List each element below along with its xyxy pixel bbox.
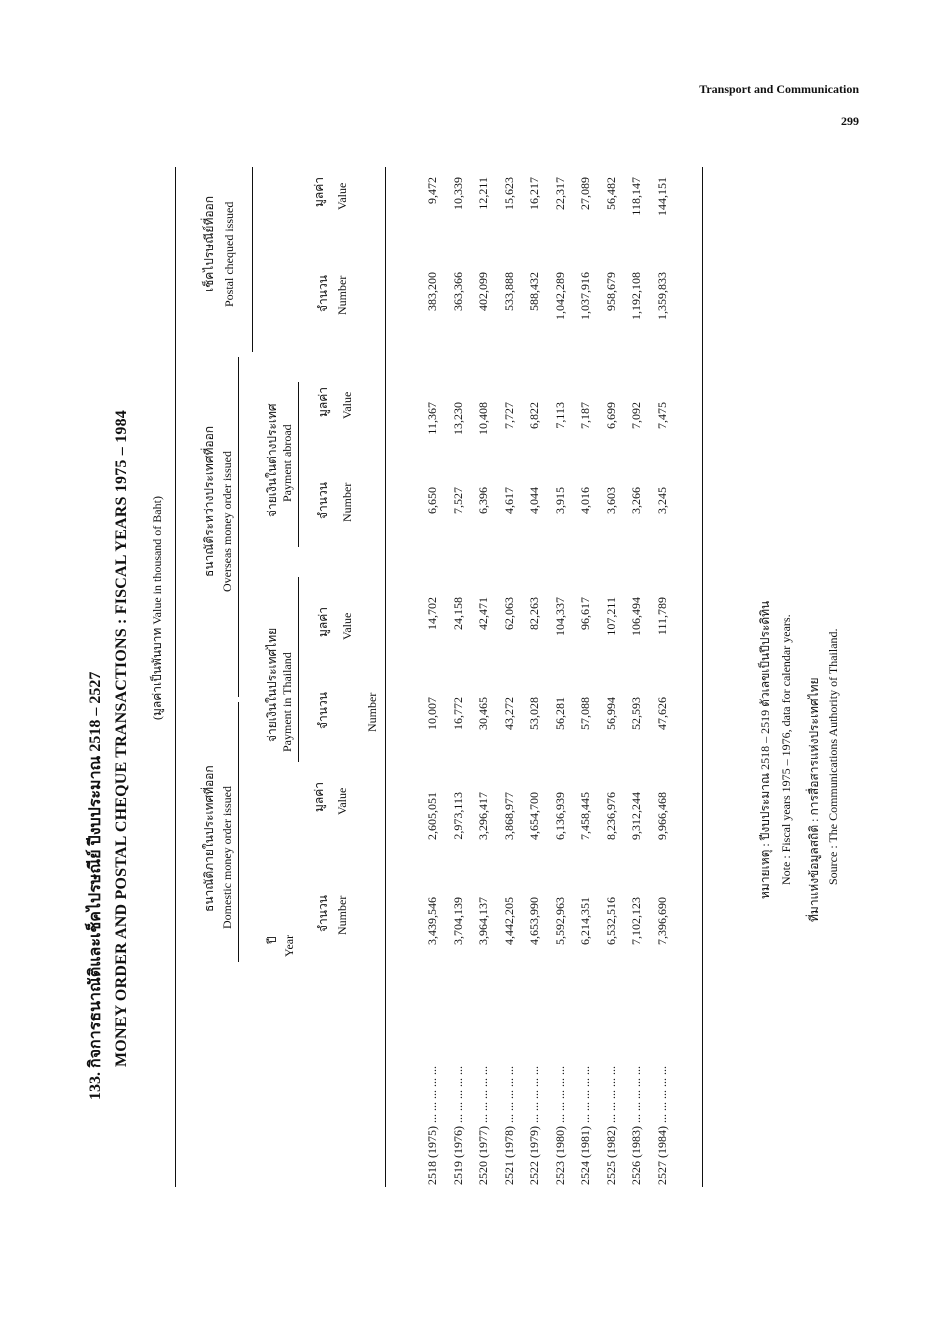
row-year: 2524 (1981) ... ... ... ... ...	[578, 1066, 592, 1185]
cell-d-num: 7,396,690	[654, 897, 669, 945]
cell-t-num: 56,281	[552, 697, 567, 730]
cell-a-num: 6,650	[425, 487, 439, 514]
cell-p-num: 363,366	[450, 272, 465, 311]
t-num-en: Number	[365, 692, 379, 732]
cell-d-val: 9,966,468	[654, 792, 669, 840]
cell-d-val: 3,296,417	[476, 792, 490, 840]
note-th: หมายเหตุ : ปีงบประมาณ 2518 – 2519 ตัวเลขเป็นปีประดิทิน	[758, 600, 772, 899]
cell-d-num: 6,214,351	[578, 897, 592, 945]
cell-p-num: 1,192,108	[629, 272, 643, 320]
cell-p-val: 56,482	[603, 177, 618, 210]
table-title-th	[83, 672, 108, 1100]
cell-t-val: 111,789	[654, 597, 669, 636]
d-val-th: มูลค่า	[312, 781, 326, 812]
cell-p-val: 16,217	[527, 177, 541, 210]
note-en: Note : Fiscal years 1975 – 1976, data for calendar years.	[779, 614, 793, 885]
cell-d-num: 7,102,123	[629, 897, 643, 945]
cell-a-num: 4,016	[578, 487, 592, 514]
section-header: Transport and Communication	[699, 82, 859, 96]
pay-thai-rule	[298, 577, 299, 762]
cell-p-val: 27,089	[578, 177, 592, 210]
cell-t-num: 47,626	[654, 697, 669, 730]
cell-p-val: 10,339	[450, 177, 465, 210]
p-num-en: Number	[335, 275, 349, 315]
cell-d-val: 3,868,977	[501, 792, 516, 840]
source-th: ที่มาแห่งข้อมูลสถิติ : การสื่อสารแห่งประเทศไทย	[807, 677, 821, 922]
cell-t-num: 56,994	[603, 697, 618, 730]
cell-a-val: 7,092	[629, 402, 643, 429]
t-val-en: Value	[340, 612, 354, 640]
a-val-en: Value	[340, 391, 354, 419]
pay-thai-header-en: Payment in Thailand	[280, 652, 294, 752]
cell-a-val: 6,822	[527, 402, 541, 429]
domestic-rule	[238, 702, 239, 962]
cell-p-val: 15,623	[501, 177, 516, 210]
t-val-th: มูลค่า	[316, 606, 330, 637]
cell-d-num: 3,964,137	[476, 897, 490, 945]
cell-a-num: 7,527	[450, 487, 465, 514]
cell-p-num: 1,359,833	[654, 272, 669, 320]
pay-abroad-rule	[298, 382, 299, 547]
cell-p-val: 144,151	[654, 177, 669, 216]
cell-d-val: 2,605,051	[425, 792, 439, 840]
cell-p-num: 402,099	[476, 272, 490, 311]
cell-p-val: 22,317	[552, 177, 567, 210]
cell-a-val: 7,475	[654, 402, 669, 429]
t-num-th: จำนวน	[316, 692, 330, 729]
a-num-en: Number	[340, 482, 354, 522]
a-val-th: มูลค่า	[316, 386, 330, 417]
d-num-th: จำนวน	[316, 895, 330, 932]
p-val-th: มูลค่า	[312, 176, 326, 207]
cell-t-num: 57,088	[578, 697, 592, 730]
pay-thai-header-th: จ่ายเงินในประเทศไทย	[265, 627, 279, 742]
cell-a-num: 4,617	[501, 487, 516, 514]
page-number: 299	[841, 114, 859, 128]
cell-t-val: 82,263	[527, 597, 541, 630]
cell-t-val: 14,702	[425, 597, 439, 630]
cell-t-val: 62,063	[501, 597, 516, 630]
cell-a-val: 11,367	[425, 402, 439, 435]
cell-p-val: 9,472	[425, 177, 439, 204]
table-title-th-text: กิจการธนาณัติและเช็คไปรษณีย์ ปีงบประมาณ 2518 – 2527	[87, 671, 104, 1068]
cell-t-num: 10,007	[425, 697, 439, 730]
cell-p-num: 588,432	[527, 272, 541, 311]
overseas-header-th: ธนาณัติระหว่างประเทศที่ออก	[202, 425, 216, 577]
cell-p-val: 118,147	[629, 177, 643, 216]
table-bottom-rule	[702, 167, 703, 1187]
cell-p-num: 533,888	[501, 272, 516, 311]
cell-t-val: 96,617	[578, 597, 592, 630]
a-num-th: จำนวน	[316, 482, 330, 519]
d-num-en: Number	[335, 895, 349, 935]
row-year: 2521 (1978) ... ... ... ... ...	[501, 1066, 516, 1185]
cell-d-val: 8,236,976	[603, 792, 618, 840]
cell-d-num: 5,592,963	[552, 897, 567, 945]
pay-abroad-header-en: Payment abroad	[280, 424, 294, 502]
table-number: 133.	[87, 1072, 104, 1100]
cell-d-num: 4,653,990	[527, 897, 541, 945]
cell-a-val: 7,187	[578, 402, 592, 429]
cell-d-num: 3,704,139	[450, 897, 465, 945]
cell-t-num: 43,272	[501, 697, 516, 730]
overseas-header-en: Overseas money order issued	[220, 451, 234, 592]
p-num-th: จำนวน	[316, 275, 330, 312]
cell-a-num: 3,245	[654, 487, 669, 514]
cell-d-num: 4,442,205	[501, 897, 516, 945]
year-header-en: Year	[282, 934, 296, 957]
cell-p-num: 383,200	[425, 272, 439, 311]
domestic-header-th: ธนาณัติภายในประเทศที่ออก	[202, 765, 216, 912]
cell-t-val: 42,471	[476, 597, 490, 630]
row-year: 2523 (1980) ... ... ... ... ...	[552, 1066, 567, 1185]
cell-p-num: 1,042,289	[552, 272, 567, 320]
cell-a-num: 6,396	[476, 487, 490, 514]
cell-d-val: 6,136,939	[552, 792, 567, 840]
overseas-rule	[238, 357, 239, 697]
cell-a-num: 3,266	[629, 487, 643, 514]
cell-t-val: 107,211	[603, 597, 618, 636]
cell-d-val: 4,654,700	[527, 792, 541, 840]
row-year: 2526 (1983) ... ... ... ... ...	[629, 1066, 643, 1185]
cell-d-num: 6,532,516	[603, 897, 618, 945]
year-header-th: ปี	[265, 936, 279, 944]
cell-d-val: 9,312,244	[629, 792, 643, 840]
table-title-en: MONEY ORDER AND POSTAL CHEQUE TRANSACTIONS : FISCAL YEARS 1975 – 1984	[113, 409, 130, 1067]
pay-abroad-header-th: จ่ายเงินในต่างประเทศ	[265, 403, 279, 517]
row-year: 2518 (1975) ... ... ... ... ...	[425, 1066, 439, 1185]
postal-header-th: เช็คไปรษณีย์ที่ออก	[202, 195, 216, 292]
cell-a-val: 13,230	[450, 402, 465, 435]
row-year: 2519 (1976) ... ... ... ... ...	[450, 1066, 465, 1185]
postal-header-en: Postal chequed issued	[222, 201, 236, 307]
p-val-en: Value	[335, 182, 349, 210]
cell-a-val: 7,727	[501, 402, 516, 429]
header-bottom-rule	[385, 167, 386, 1187]
cell-d-val: 2,973,113	[450, 792, 465, 840]
row-year: 2525 (1982) ... ... ... ... ...	[603, 1066, 618, 1185]
domestic-header-en: Domestic money order issued	[220, 786, 234, 929]
cell-t-val: 104,337	[552, 597, 567, 636]
row-year: 2527 (1984) ... ... ... ... ...	[654, 1066, 669, 1185]
postal-rule	[252, 167, 253, 352]
cell-d-val: 7,458,445	[578, 792, 592, 840]
table-unit: (มูลค่าเป็นพันบาท Value in thousand of Baht)	[150, 496, 164, 720]
cell-a-num: 3,603	[603, 487, 618, 514]
d-val-en: Value	[335, 787, 349, 815]
cell-a-num: 4,044	[527, 487, 541, 514]
cell-t-val: 24,158	[450, 597, 465, 630]
header-top-rule	[175, 167, 176, 1187]
cell-t-num: 52,593	[629, 697, 643, 730]
cell-d-num: 3,439,546	[425, 897, 439, 945]
cell-p-num: 1,037,916	[578, 272, 592, 320]
source-en: Source : The Communications Authority of Thailand.	[826, 628, 840, 885]
cell-p-val: 12,211	[476, 177, 490, 210]
row-year: 2520 (1977) ... ... ... ... ...	[476, 1066, 490, 1185]
cell-a-val: 6,699	[603, 402, 618, 429]
cell-a-val: 7,113	[552, 402, 567, 429]
cell-t-val: 106,494	[629, 597, 643, 636]
cell-t-num: 53,028	[527, 697, 541, 730]
cell-a-val: 10,408	[476, 402, 490, 435]
cell-p-num: 958,679	[603, 272, 618, 311]
cell-t-num: 16,772	[450, 697, 465, 730]
cell-a-num: 3,915	[552, 487, 567, 514]
cell-t-num: 30,465	[476, 697, 490, 730]
row-year: 2522 (1979) ... ... ... ... ...	[527, 1066, 541, 1185]
